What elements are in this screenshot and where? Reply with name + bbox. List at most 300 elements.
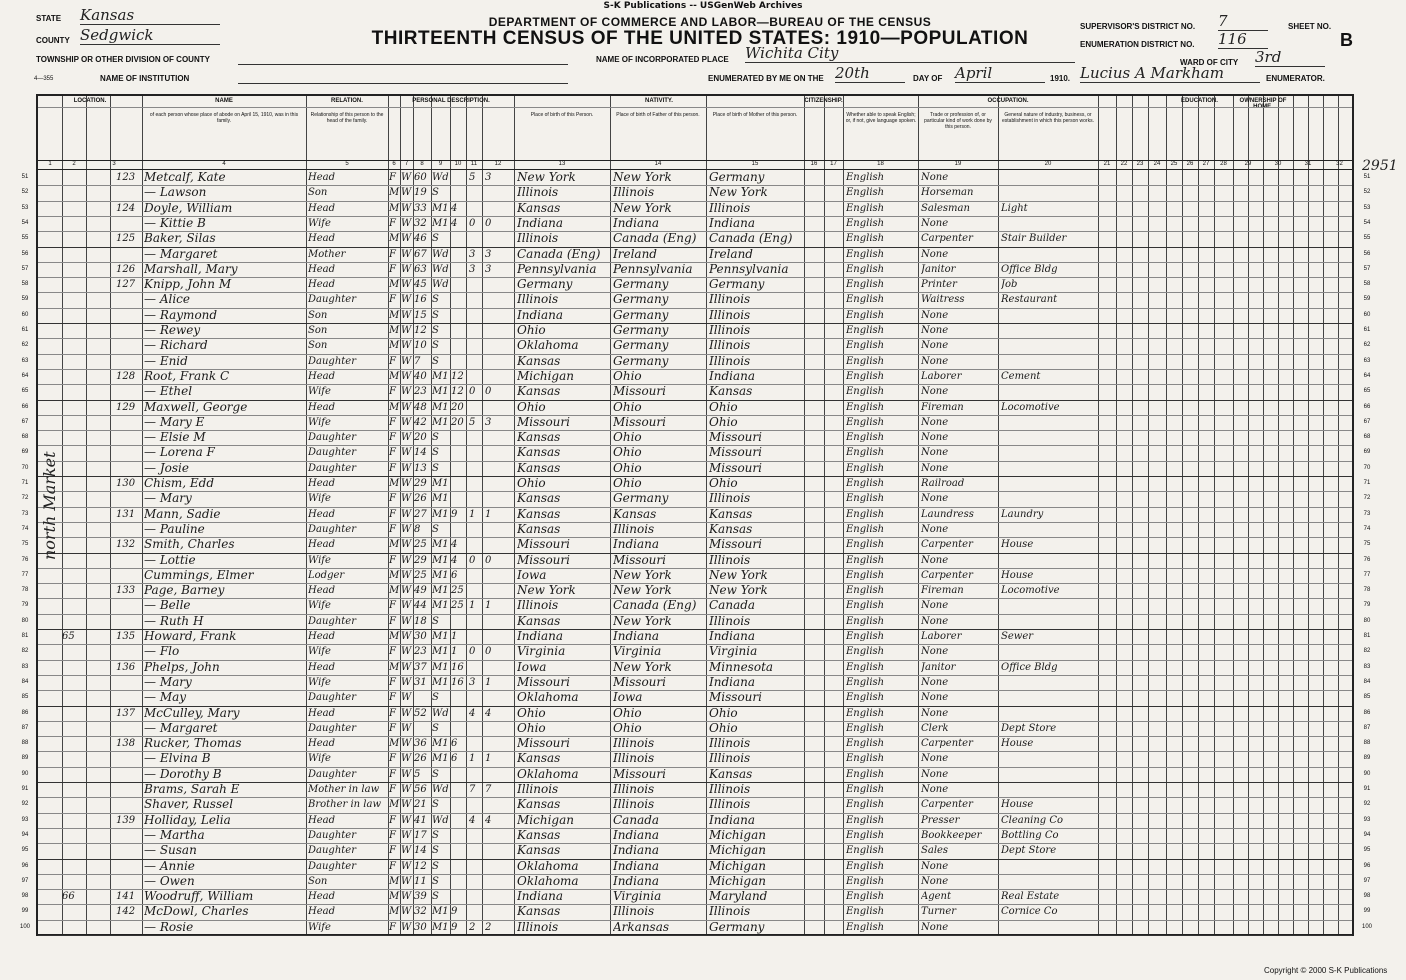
cell-rel: Son <box>308 309 328 321</box>
cell-ch: 3 <box>469 263 476 275</box>
column-number: 22 <box>1120 161 1128 167</box>
cell-mother: Illinois <box>709 904 751 919</box>
row-number: 97 <box>21 877 29 884</box>
cell-father: Canada <box>613 812 660 827</box>
cell-trade: Sales <box>921 845 949 857</box>
cell-sex: M <box>389 539 400 551</box>
cell-age: 44 <box>414 600 427 612</box>
enumeration-district-label: ENUMERATION DISTRICT NO. <box>1080 40 1195 49</box>
cell-mar: M1 <box>432 202 449 214</box>
row-number: 79 <box>21 602 29 609</box>
cell-lang: English <box>846 615 885 627</box>
cell-father: Illinois <box>613 736 655 751</box>
row-number: 91 <box>1363 786 1371 792</box>
cell-lang: English <box>846 386 885 398</box>
cell-race: W <box>401 707 412 719</box>
row-number: 80 <box>21 617 29 624</box>
cell-ind: Office Bldg <box>1001 661 1058 673</box>
cell-birth: Kansas <box>517 843 561 858</box>
cell-sex: F <box>389 554 396 566</box>
cell-mother: Kansas <box>709 521 753 536</box>
cell-name: — Rewey <box>144 323 201 337</box>
cell-mar: S <box>432 891 439 903</box>
cell-name: Maxwell, George <box>144 399 248 414</box>
cell-name: Metcalf, Kate <box>144 170 226 184</box>
cell-fam: 138 <box>116 738 136 750</box>
cell-lang: English <box>846 738 885 750</box>
cell-father: Ohio <box>613 460 642 475</box>
cell-lang: English <box>846 600 885 612</box>
cell-trade: None <box>921 875 949 887</box>
institution-label: NAME OF INSTITUTION <box>100 74 190 83</box>
state-label: STATE <box>36 14 62 23</box>
cell-lang: English <box>846 370 885 382</box>
cell-mother: Missouri <box>709 690 762 705</box>
row-number: 66 <box>1363 403 1371 410</box>
cell-race: W <box>401 875 412 887</box>
cell-dw: 65 <box>62 631 75 642</box>
cell-birth: Illinois <box>517 292 559 307</box>
cell-father: Missouri <box>613 766 666 781</box>
cell-age: 7 <box>414 355 421 367</box>
cell-mother: New York <box>709 583 768 598</box>
cell-mother: Missouri <box>709 460 762 475</box>
row-number: 95 <box>21 847 29 854</box>
cell-liv: 0 <box>485 554 492 566</box>
county-label: COUNTY <box>36 36 70 45</box>
row-number: 73 <box>21 510 29 517</box>
cell-rel: Daughter <box>308 447 356 459</box>
row-number: 89 <box>1363 755 1371 762</box>
cell-name: — Annie <box>144 858 195 873</box>
cell-yrs: 1 <box>451 631 458 642</box>
row-number: 63 <box>1363 357 1371 364</box>
row-number: 58 <box>1363 281 1371 288</box>
row-number: 61 <box>21 327 29 333</box>
department-heading: DEPARTMENT OF COMMERCE AND LABOR—BUREAU OF THE CENSUS <box>488 15 932 29</box>
cell-race: W <box>401 340 412 352</box>
cell-liv: 3 <box>485 172 492 183</box>
cell-age: 25 <box>414 539 427 551</box>
ward-value: 3rd <box>1255 48 1325 67</box>
row-number: 72 <box>21 495 29 502</box>
cell-name: — Lawson <box>144 185 207 200</box>
cell-rel: Wife <box>308 921 331 933</box>
cell-ch: 5 <box>469 416 476 428</box>
cell-trade: None <box>921 309 949 321</box>
cell-name: Chism, Edd <box>144 476 215 490</box>
column-number: 10 <box>454 161 462 167</box>
cell-father: Missouri <box>613 414 666 429</box>
cell-liv: 1 <box>485 753 492 765</box>
cell-father: Pennsylvania <box>613 261 693 276</box>
cell-father: Ohio <box>613 445 642 460</box>
cell-name: — Ruth H <box>144 613 204 628</box>
cell-ind: Cement <box>1001 370 1041 382</box>
cell-father: Canada (Eng) <box>613 598 697 613</box>
cell-age: 31 <box>414 676 427 688</box>
cell-yrs: 20 <box>451 416 464 428</box>
cell-lang: English <box>846 294 885 306</box>
cell-mar: M1 <box>432 416 449 428</box>
cell-father: Germany <box>613 323 669 337</box>
row-number: 74 <box>1363 525 1371 532</box>
cell-sex: F <box>389 172 396 183</box>
cell-sex: F <box>389 921 396 933</box>
cell-rel: Wife <box>308 554 331 566</box>
cell-mar: Wd <box>432 784 449 795</box>
cell-sex: F <box>389 646 396 658</box>
cell-mar: S <box>432 233 439 245</box>
cell-yrs: 4 <box>451 202 458 214</box>
row-number: 78 <box>1363 587 1371 594</box>
cell-age: 23 <box>414 646 427 658</box>
cell-father: New York <box>613 659 672 674</box>
cell-mar: S <box>432 432 439 444</box>
cell-ch: 0 <box>469 386 476 398</box>
cell-age: 21 <box>414 799 427 811</box>
cell-rel: Wife <box>308 600 331 612</box>
cell-fam: 139 <box>116 814 136 826</box>
cell-father: Ohio <box>613 430 642 445</box>
cell-race: W <box>401 615 412 627</box>
cell-ind: Locomotive <box>1001 401 1060 413</box>
cell-trade: Agent <box>921 891 951 903</box>
row-number: 67 <box>1363 418 1371 425</box>
cell-rel: Daughter <box>308 355 356 367</box>
cell-race: W <box>401 921 412 933</box>
cell-mar: S <box>432 722 439 734</box>
cell-birth: Kansas <box>517 613 561 628</box>
enumerated-month: April <box>955 64 1045 83</box>
cell-age: 8 <box>414 523 421 535</box>
cell-ch: 1 <box>469 508 476 520</box>
cell-father: Ohio <box>613 476 642 490</box>
cell-mar: Wd <box>432 279 449 291</box>
cell-father: Canada (Eng) <box>613 231 697 246</box>
cell-sex: M <box>389 233 400 245</box>
cell-name: — Elvina B <box>144 751 211 766</box>
row-number: 93 <box>1363 816 1371 823</box>
cell-trade: None <box>921 217 949 229</box>
cell-fam: 126 <box>116 263 136 275</box>
cell-mother: Ireland <box>709 246 753 261</box>
cell-father: Indiana <box>613 215 660 230</box>
copyright-notice: Copyright © 2000 S-K Publications <box>1264 966 1388 975</box>
cell-lang: English <box>846 784 885 795</box>
cell-sex: M <box>389 569 400 581</box>
row-number: 88 <box>21 740 29 747</box>
cell-race: W <box>401 768 412 780</box>
cell-sex: M <box>389 401 400 413</box>
row-number: 77 <box>1363 571 1371 578</box>
cell-rel: Daughter <box>308 722 356 734</box>
cell-birth: Indiana <box>517 629 564 643</box>
cell-fam: 136 <box>116 661 136 673</box>
cell-fam: 141 <box>116 891 136 903</box>
cell-father: New York <box>613 170 672 184</box>
cell-race: W <box>401 416 412 428</box>
cell-race: W <box>401 646 412 658</box>
cell-mar: S <box>432 309 439 321</box>
cell-race: W <box>401 860 412 872</box>
cell-name: — Pauline <box>144 521 205 536</box>
cell-race: W <box>401 370 412 382</box>
census-table <box>19 94 1372 936</box>
cell-sex: M <box>389 738 400 750</box>
cell-race: W <box>401 676 412 688</box>
cell-birth: Indiana <box>517 215 564 230</box>
cell-rel: Son <box>308 187 328 199</box>
cell-birth: Missouri <box>517 552 570 567</box>
cell-lang: English <box>846 569 885 581</box>
cell-father: Indiana <box>613 873 660 888</box>
cell-name: — Alice <box>144 292 190 307</box>
cell-trade: None <box>921 692 949 704</box>
cell-lang: English <box>846 248 885 260</box>
column-number: 5 <box>345 161 349 167</box>
cell-name: — Richard <box>144 338 208 353</box>
cell-trade: Turner <box>921 906 957 918</box>
cell-mother: Ohio <box>709 476 738 490</box>
column-number: 3 <box>112 161 116 167</box>
cell-ind: Job <box>1001 279 1018 291</box>
cell-race: W <box>401 906 412 918</box>
cell-ind: Office Bldg <box>1001 263 1058 275</box>
cell-trade: None <box>921 172 949 183</box>
cell-birth: Ohio <box>517 720 546 735</box>
cell-birth: Oklahoma <box>517 766 579 781</box>
cell-fam: 127 <box>116 279 136 291</box>
column-note-relation: Relationship of this person to the head of the family. <box>310 112 384 124</box>
cell-mar: S <box>432 768 439 780</box>
cell-age: 33 <box>414 202 427 214</box>
cell-lang: English <box>846 753 885 765</box>
cell-name: Holliday, Lelia <box>144 812 231 827</box>
cell-mar: S <box>432 294 439 306</box>
cell-lang: English <box>846 401 885 413</box>
cell-lang: English <box>846 172 885 183</box>
cell-age: 20 <box>414 432 427 444</box>
cell-trade: Fireman <box>921 401 964 413</box>
cell-mar: M1 <box>432 478 449 489</box>
cell-father: Ohio <box>613 705 642 720</box>
cell-liv: 2 <box>485 921 492 933</box>
cell-race: W <box>401 814 412 826</box>
cell-rel: Head <box>308 233 336 245</box>
cell-age: 26 <box>414 753 427 765</box>
cell-rel: Head <box>308 263 336 275</box>
row-number: 100 <box>19 923 30 930</box>
column-number: 31 <box>1304 161 1312 167</box>
cell-mother: Kansas <box>709 384 753 399</box>
cell-father: New York <box>613 613 672 628</box>
cell-fam: 132 <box>116 539 136 551</box>
cell-trade: Presser <box>921 814 960 826</box>
cell-mar: M1 <box>432 738 449 750</box>
cell-rel: Head <box>308 401 336 413</box>
institution-line <box>238 83 568 84</box>
cell-mar: S <box>432 325 439 336</box>
cell-mar: Wd <box>432 172 449 183</box>
cell-birth: Illinois <box>517 185 559 200</box>
row-number: 81 <box>21 633 29 639</box>
cell-age: 29 <box>414 478 427 489</box>
cell-fam: 125 <box>116 233 136 245</box>
cell-birth: Kansas <box>517 904 561 919</box>
cell-race: W <box>401 738 412 750</box>
cell-mar: M1 <box>432 646 449 658</box>
cell-rel: Daughter <box>308 615 356 627</box>
cell-fam: 128 <box>116 370 136 382</box>
cell-birth: Kansas <box>517 751 561 766</box>
cell-ch: 7 <box>469 784 476 795</box>
cell-sex: M <box>389 585 400 597</box>
cell-rel: Wife <box>308 416 331 428</box>
cell-lang: English <box>846 279 885 291</box>
cell-birth: Indiana <box>517 889 564 904</box>
cell-trade: None <box>921 447 949 459</box>
cell-fam: 129 <box>116 401 136 413</box>
row-number: 96 <box>1363 862 1371 869</box>
cell-sex: M <box>389 370 400 382</box>
cell-mother: Indiana <box>709 368 756 383</box>
cell-father: Iowa <box>613 690 643 705</box>
cell-lang: English <box>846 661 885 673</box>
cell-trade: Carpenter <box>921 569 973 581</box>
cell-sex: F <box>389 845 396 857</box>
cell-liv: 4 <box>485 814 492 826</box>
cell-sex: F <box>389 447 396 459</box>
row-number: 62 <box>1363 342 1371 349</box>
cell-rel: Head <box>308 539 336 551</box>
supervisor-label: SUPERVISOR'S DISTRICT NO. <box>1080 22 1196 31</box>
cell-name: — Flo <box>144 644 180 659</box>
cell-name: — Dorothy B <box>144 766 222 781</box>
cell-age: 36 <box>414 738 427 750</box>
cell-race: W <box>401 386 412 398</box>
column-number: 8 <box>420 161 424 167</box>
cell-birth: Iowa <box>517 659 547 674</box>
row-number: 92 <box>21 801 29 808</box>
column-number: 14 <box>654 161 662 167</box>
row-number: 54 <box>1363 219 1371 226</box>
cell-fam: 130 <box>116 478 136 489</box>
cell-ind: Locomotive <box>1001 585 1060 597</box>
cell-name: — Ethel <box>144 384 193 399</box>
cell-race: W <box>401 845 412 857</box>
cell-race: W <box>401 263 412 275</box>
cell-father: Indiana <box>613 629 660 643</box>
cell-trade: None <box>921 768 949 780</box>
cell-birth: Indiana <box>517 307 564 322</box>
cell-mar: M1 <box>432 386 449 398</box>
cell-lang: English <box>846 554 885 566</box>
cell-sex: F <box>389 355 396 367</box>
cell-trade: Janitor <box>921 263 956 275</box>
cell-age: 48 <box>414 401 427 413</box>
column-number: 20 <box>1044 161 1052 167</box>
cell-birth: Michigan <box>517 368 574 383</box>
cell-age: 52 <box>414 707 427 719</box>
cell-sex: F <box>389 768 396 780</box>
cell-yrs: 4 <box>451 554 458 566</box>
cell-sex: F <box>389 508 396 520</box>
cell-sex: F <box>389 860 396 872</box>
cell-race: W <box>401 432 412 444</box>
cell-ch: 3 <box>469 248 476 260</box>
cell-race: W <box>401 248 412 260</box>
cell-yrs: 25 <box>451 585 464 597</box>
cell-father: Indiana <box>613 537 660 552</box>
cell-lang: English <box>846 539 885 551</box>
cell-mother: Michigan <box>709 843 766 858</box>
row-number: 86 <box>1363 709 1371 716</box>
cell-mar: S <box>432 845 439 857</box>
cell-age: 14 <box>414 845 427 857</box>
cell-father: New York <box>613 567 672 582</box>
cell-mother: Minnesota <box>709 659 774 674</box>
cell-sex: M <box>389 799 400 811</box>
cell-mother: Canada <box>709 598 756 613</box>
row-number: 74 <box>21 525 29 532</box>
row-number: 60 <box>21 311 29 318</box>
column-note-nativity-father: Place of birth of Father of this person. <box>616 112 700 118</box>
cell-mar: M1 <box>432 569 449 581</box>
cell-lang: English <box>846 340 885 352</box>
cell-trade: Railroad <box>921 478 965 489</box>
cell-sex: F <box>389 692 396 704</box>
cell-race: W <box>401 447 412 459</box>
row-number: 52 <box>21 189 29 196</box>
cell-mar: M1 <box>432 600 449 612</box>
cell-father: Ohio <box>613 720 642 735</box>
cell-yrs: 12 <box>451 386 464 398</box>
column-number: 32 <box>1336 161 1343 167</box>
row-number: 68 <box>1363 434 1371 441</box>
cell-sex: F <box>389 462 396 474</box>
cell-sex: F <box>389 615 396 627</box>
cell-liv: 1 <box>485 508 492 520</box>
cell-ch: 2 <box>469 921 476 933</box>
cell-name: — Margaret <box>144 246 218 261</box>
cell-rel: Daughter <box>308 768 356 780</box>
cell-rel: Head <box>308 891 336 903</box>
row-number: 72 <box>1363 495 1371 502</box>
cell-name: — Kittie B <box>144 215 206 230</box>
cell-name: Marshall, Mary <box>144 261 238 276</box>
cell-birth: Illinois <box>517 919 559 934</box>
column-note-nativity-mother: Place of birth of Mother of this person. <box>712 112 798 118</box>
cell-mother: Illinois <box>709 491 751 506</box>
cell-liv: 3 <box>485 416 492 428</box>
cell-mar: M1 <box>432 493 449 505</box>
cell-birth: Kansas <box>517 384 561 399</box>
cell-father: Germany <box>613 353 669 368</box>
cell-race: W <box>401 722 412 734</box>
cell-age: 56 <box>414 784 427 795</box>
column-number: 25 <box>1170 161 1178 167</box>
row-number: 51 <box>1363 174 1371 180</box>
sheet-letter: B <box>1340 30 1353 50</box>
column-number: 18 <box>877 161 884 167</box>
cell-lang: English <box>846 493 885 505</box>
cell-trade: None <box>921 462 949 474</box>
cell-mother: Indiana <box>709 674 756 689</box>
row-number: 64 <box>21 372 29 379</box>
row-number: 56 <box>1363 250 1371 257</box>
cell-sex: M <box>389 187 400 199</box>
